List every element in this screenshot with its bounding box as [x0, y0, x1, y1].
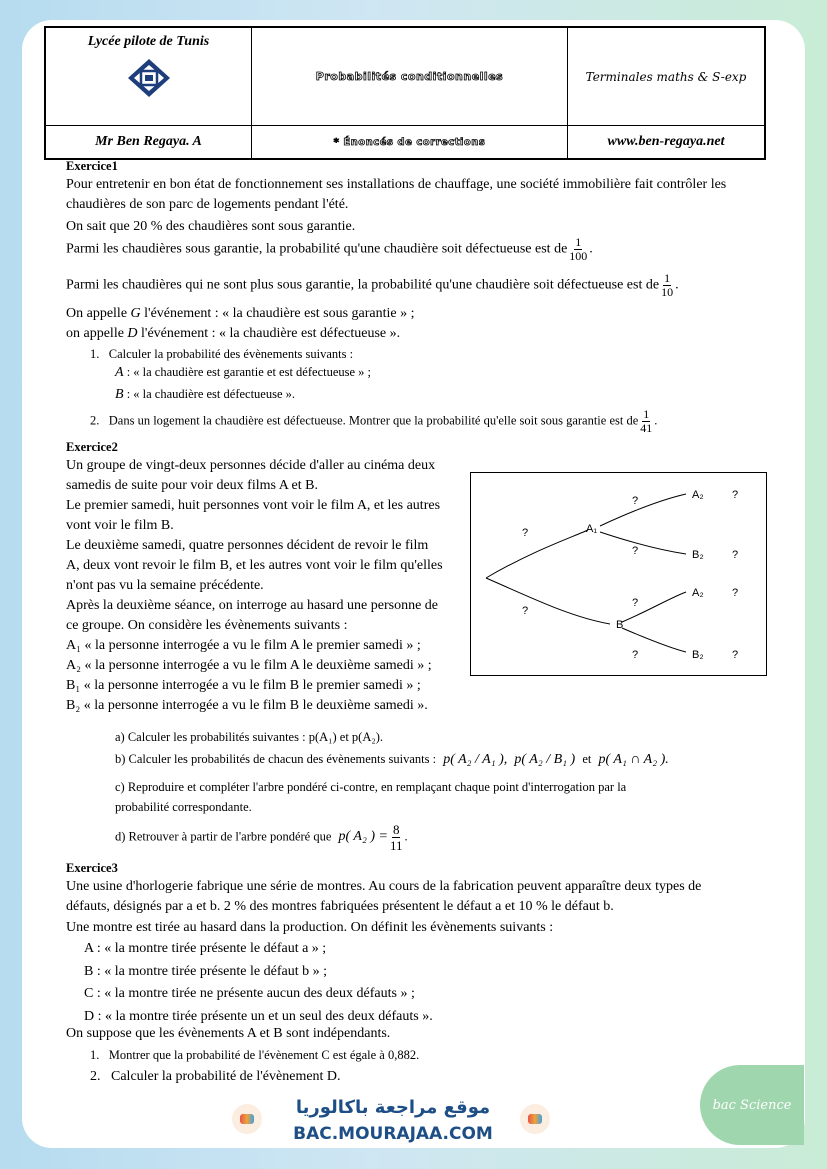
event-b1: B₁ « la personne interrogée a vu le film B le premier samedi » ;: [66, 678, 421, 693]
event-A: A : « la montre tirée présente le défaut a » ;: [84, 941, 327, 956]
event-b2: B₂ « la personne interrogée a vu le film B le deuxième samedi ».: [66, 698, 428, 713]
ex2-qb: b) Calculer les probabilités de chacun des évènements suivants : p( A₂ / A₁ ), p( A₂ / B₁ ) et p( A₁ ∩ A₂ ).: [115, 752, 669, 767]
tree-q-a1-b2: ?: [632, 545, 639, 557]
tree-q-root-b: ?: [522, 605, 529, 617]
tree-leaf-a2-2: A₂: [692, 587, 704, 599]
footer-logo-left-icon: [232, 1104, 262, 1134]
event-a1: A₁ « la personne interrogée a vu le film A le premier samedi » ;: [66, 638, 421, 653]
school-logo-icon: [127, 58, 171, 98]
fraction-1-41: $\frac{1}{41}$: [640, 407, 653, 435]
exercise1-title: Exercice1: [66, 159, 118, 173]
ex1-event-b: B : « la chaudière est défectueuse ».: [115, 387, 296, 402]
ex3-q1: 1. Montrer que la probabilité de l'évènement C est égale à 0,882.: [90, 1048, 420, 1062]
tree-q-a1-a2: ?: [632, 495, 639, 507]
tree-border: [471, 473, 767, 676]
teacher-name: Mr Ben Regaya. A: [46, 126, 252, 158]
ex2-qa: a) Calculer les probabilités suivantes : p(A₁) et p(A₂).: [115, 730, 384, 744]
ex3-independence: On suppose que les évènements A et B sont indépendants.: [66, 1026, 391, 1041]
ex1-event-a: A : « la chaudière est garantie et est défectueuse » ;: [115, 365, 372, 380]
fraction-1-100: $\frac{1}{100}$: [569, 235, 588, 263]
classes-label: Terminales maths & S-exp: [585, 69, 747, 84]
header-table: [44, 26, 766, 160]
footer-arabic-title: موقع مراجعة باكالوريا: [295, 1097, 491, 1118]
ex1-q2: 2. Dans un logement la chaudière est défectueuse. Montrer que la probabilité qu'elle soit sous garantie est de $\frac{1}{41}$ .: [90, 407, 658, 435]
probability-tree: [470, 472, 767, 676]
tree-q-root-a1: ?: [522, 527, 529, 539]
subtitle: * Énoncés de corrections: [333, 136, 486, 148]
ex2-qc: c) Reproduire et compléter l'arbre pondéré ci-contre, en remplaçant chaque point d'interrogation par la probabilité correspondante.: [115, 780, 627, 814]
fraction-1-10: $\frac{1}{10}$: [661, 271, 674, 299]
tree-node-b: B: [616, 619, 624, 631]
ex1-q1: 1. Calculer la probabilité des évènements suivants :: [90, 347, 354, 361]
tree-q-leaf-2: ?: [732, 549, 739, 561]
ex2-statement: Un groupe de vingt-deux personnes décide d'aller au cinéma deux samedis de suite pour voir deux films A et B. Le premier samedi, huit personnes vont voir le film A, et les autres vont voir le film B. Le deuxième samedi, quatre personnes décident de revoir le film A, deux vont revoir le film B, et les autres vont voir le film qu'elles n'ont pas vu la semaine précédente. Après la deuxième séance, on interroge au hasard une personne de ce groupe. On considère les évènements suivants : A₁ « la personne interrogée a vu le film A le premier samedi » ; A₂ « la personne interrogée a vu le film A le deuxième samedi » ; B₁ « la personne interrogée a vu le film B le premier samedi » ; B₂ « la personne interrogée a vu le film B le deuxième samedi ».: [66, 456, 462, 716]
tree-q-b-a2: ?: [632, 597, 639, 609]
topic-title: Probabilités conditionnelles: [315, 70, 504, 83]
ex1-intro: Pour entretenir en bon état de fonctionnement ses installations de chauffage, une société immobilière fait contrôler les chaudières de son parc de logements pendant l'été. On sait que 20 % des chaudières sont sous garantie.: [66, 177, 727, 234]
tree-q-leaf-3: ?: [732, 587, 739, 599]
event-D: D : « la montre tirée présente un et un seul des deux défauts ».: [84, 1008, 433, 1024]
tree-q-leaf-1: ?: [732, 489, 739, 501]
event-a2: A₂ « la personne interrogée a vu le film A le deuxième samedi » ;: [66, 658, 432, 673]
school-name: Lycée pilote de Tunis: [87, 34, 210, 49]
event-C: C : « la montre tirée ne présente aucun des deux défauts » ;: [84, 986, 415, 1001]
ex2-qd: d) Retrouver à partir de l'arbre pondéré que p( A₂ ) = $\frac{8}{11}$ .: [115, 822, 408, 853]
ex1-event-d: on appelle D l'événement : « la chaudière est défectueuse ».: [66, 326, 401, 341]
ex1-event-g: On appelle G l'événement : « la chaudière est sous garantie » ;: [66, 306, 415, 321]
ex3-q2: 2. Calculer la probabilité de l'évènement D.: [90, 1069, 341, 1084]
tree-q-b-b2: ?: [632, 649, 639, 661]
ex1-p4: Parmi les chaudières qui ne sont plus sous garantie, la probabilité qu'une chaudière soit défectueuse est de $\frac{1}{10}$ .: [66, 271, 679, 299]
ex3-statement: Une usine d'horlogerie fabrique une série de montres. Au cours de la fabrication peuvent apparaître deux types de défauts, désignés par a et b. 2 % des montres fabriquées présentent le défaut a et 10 % le défaut b. Une montre est tirée au hasard dans la production. On définit les évènements suivants :: [66, 879, 702, 935]
ex1-p3: Parmi les chaudières sous garantie, la probabilité qu'une chaudière soit défectueuse est de $\frac{1}{100}$ .: [66, 235, 593, 263]
tree-node-a1: A₁: [586, 523, 598, 535]
ex3-events: [84, 938, 433, 1028]
tree-q-leaf-4: ?: [732, 649, 739, 661]
tree-leaf-b2-1: B₂: [692, 549, 704, 561]
website-link[interactable]: www.ben-regaya.net: [607, 134, 725, 149]
tree-leaf-a2-1: A₂: [692, 489, 704, 501]
footer-site-link[interactable]: BAC.MOURAJAA.COM: [293, 1124, 493, 1144]
fraction-8-11: $\frac{8}{11}$: [389, 822, 403, 853]
exercise2-title: Exercice2: [66, 440, 118, 454]
footer-logo-right-icon: [520, 1104, 550, 1134]
tree-leaf-b2-2: B₂: [692, 649, 704, 661]
event-B: B : « la montre tirée présente le défaut b » ;: [84, 963, 327, 979]
bac-science-badge: bac Science: [700, 1065, 804, 1145]
exercise3-title: Exercice3: [66, 861, 118, 875]
